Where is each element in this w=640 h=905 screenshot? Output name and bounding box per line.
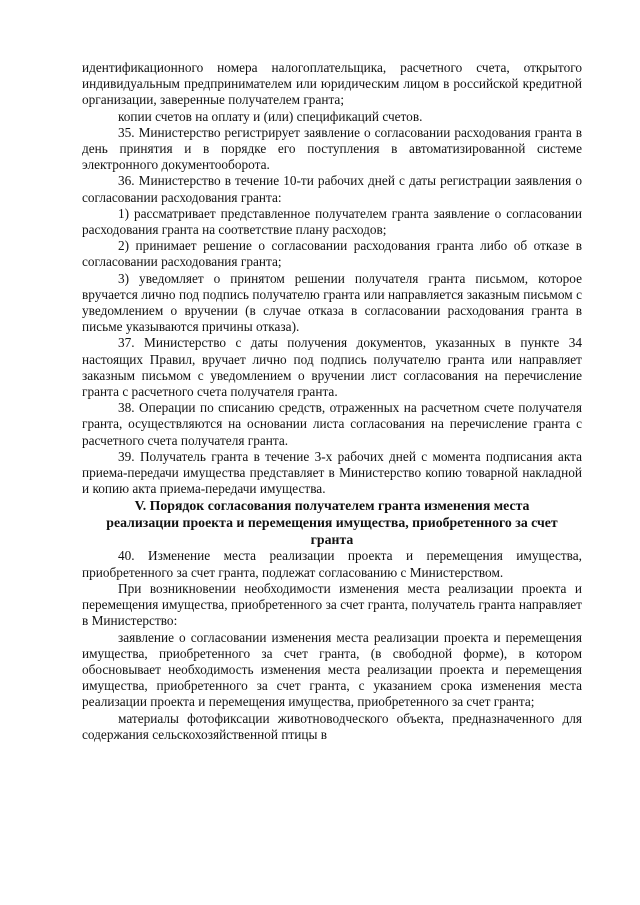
paragraph-35: 35. Министерство регистрирует заявление о согласовании расходования гранта в день принятия и в порядке его поступления в автоматизированной системе электронного документооборота. <box>82 124 582 173</box>
paragraph-40-necessity: При возникновении необходимости изменения места реализации проекта и перемещения имущества, приобретенного за счет гранта, получатель гранта направляет в Министерство: <box>82 580 582 629</box>
paragraph-invoices: копии счетов на оплату и (или) спецификаций счетов. <box>118 108 423 124</box>
paragraph-36: 36. Министерство в течение 10-ти рабочих дней с даты регистрации заявления о согласовании расходования гранта: <box>82 173 582 205</box>
paragraph-36-item-1: 1) рассматривает представленное получателем гранта заявление о согласовании расходования гранта на соответствие плану расходов; <box>82 205 582 238</box>
section-heading <box>82 497 582 548</box>
paragraph-identification-continuation: идентификационного номера налогоплательщика, расчетного счета, открытого индивидуальным предпринимателем или юридическим лицом в российской кредитной организации, заверенные получателем гранта; <box>82 60 582 108</box>
section-heading-line-3: гранта <box>310 532 354 548</box>
paragraph-37: 37. Министерство с даты получения документов, указанных в пункте 34 настоящих Правил, вручает лично под подпись получателю гранта или направляет заказным письмом с уведомлением о вручении лист согласования на перечисление гранта с расчетного счета получателя гранта. <box>82 335 582 400</box>
paragraph-36-item-3: 3) уведомляет о принятом решении получателя гранта письмом, которое вручается лично под подпись получателю гранта или направляется заказным письмом с уведомлением о вручении (в случае отказа в согласовании расходования гранта в письме указываются причины отказа). <box>82 270 582 335</box>
paragraph-40-application: заявление о согласовании изменения места реализации проекта и перемещения имущества, приобретенного за счет гранта, (в свободной форме), в котором обосновывает необходимость изменения места реализации проекта и перемещения имущества, приобретенного за счет гранта, с указанием срока изменения места реализации проекта и перемещения имущества, приобретенного за счет гранта; <box>82 629 582 710</box>
section-heading-line-1: V. Порядок согласования получателем гранта изменения места <box>134 498 530 514</box>
paragraph-39: 39. Получатель гранта в течение 3-х рабочих дней с момента подписания акта приема-передачи имущества представляет в Министерство копию товарной накладной и копию акта приема-передачи имущества. <box>82 448 582 497</box>
paragraphs-before <box>82 60 582 497</box>
document-page <box>82 60 582 743</box>
paragraph-38: 38. Операции по списанию средств, отраженных на расчетном счете получателя гранта, осуществляются на основании листа согласования на перечисление гранта с расчетного счета получателя гранта. <box>82 400 582 448</box>
section-heading-line-2: реализации проекта и перемещения имущества, приобретенного за счет <box>106 515 558 531</box>
paragraph-40-photo-materials: материалы фотофиксации животноводческого объекта, предназначенного для содержания сельскохозяйственной птицы в <box>82 710 582 742</box>
paragraphs-after <box>82 548 582 742</box>
paragraph-40: 40. Изменение места реализации проекта и перемещения имущества, приобретенного за счет гранта, подлежат согласованию с Министерством. <box>82 548 582 580</box>
paragraph-36-item-2: 2) принимает решение о согласовании расходования гранта либо об отказе в согласовании расходования гранта; <box>82 238 582 270</box>
